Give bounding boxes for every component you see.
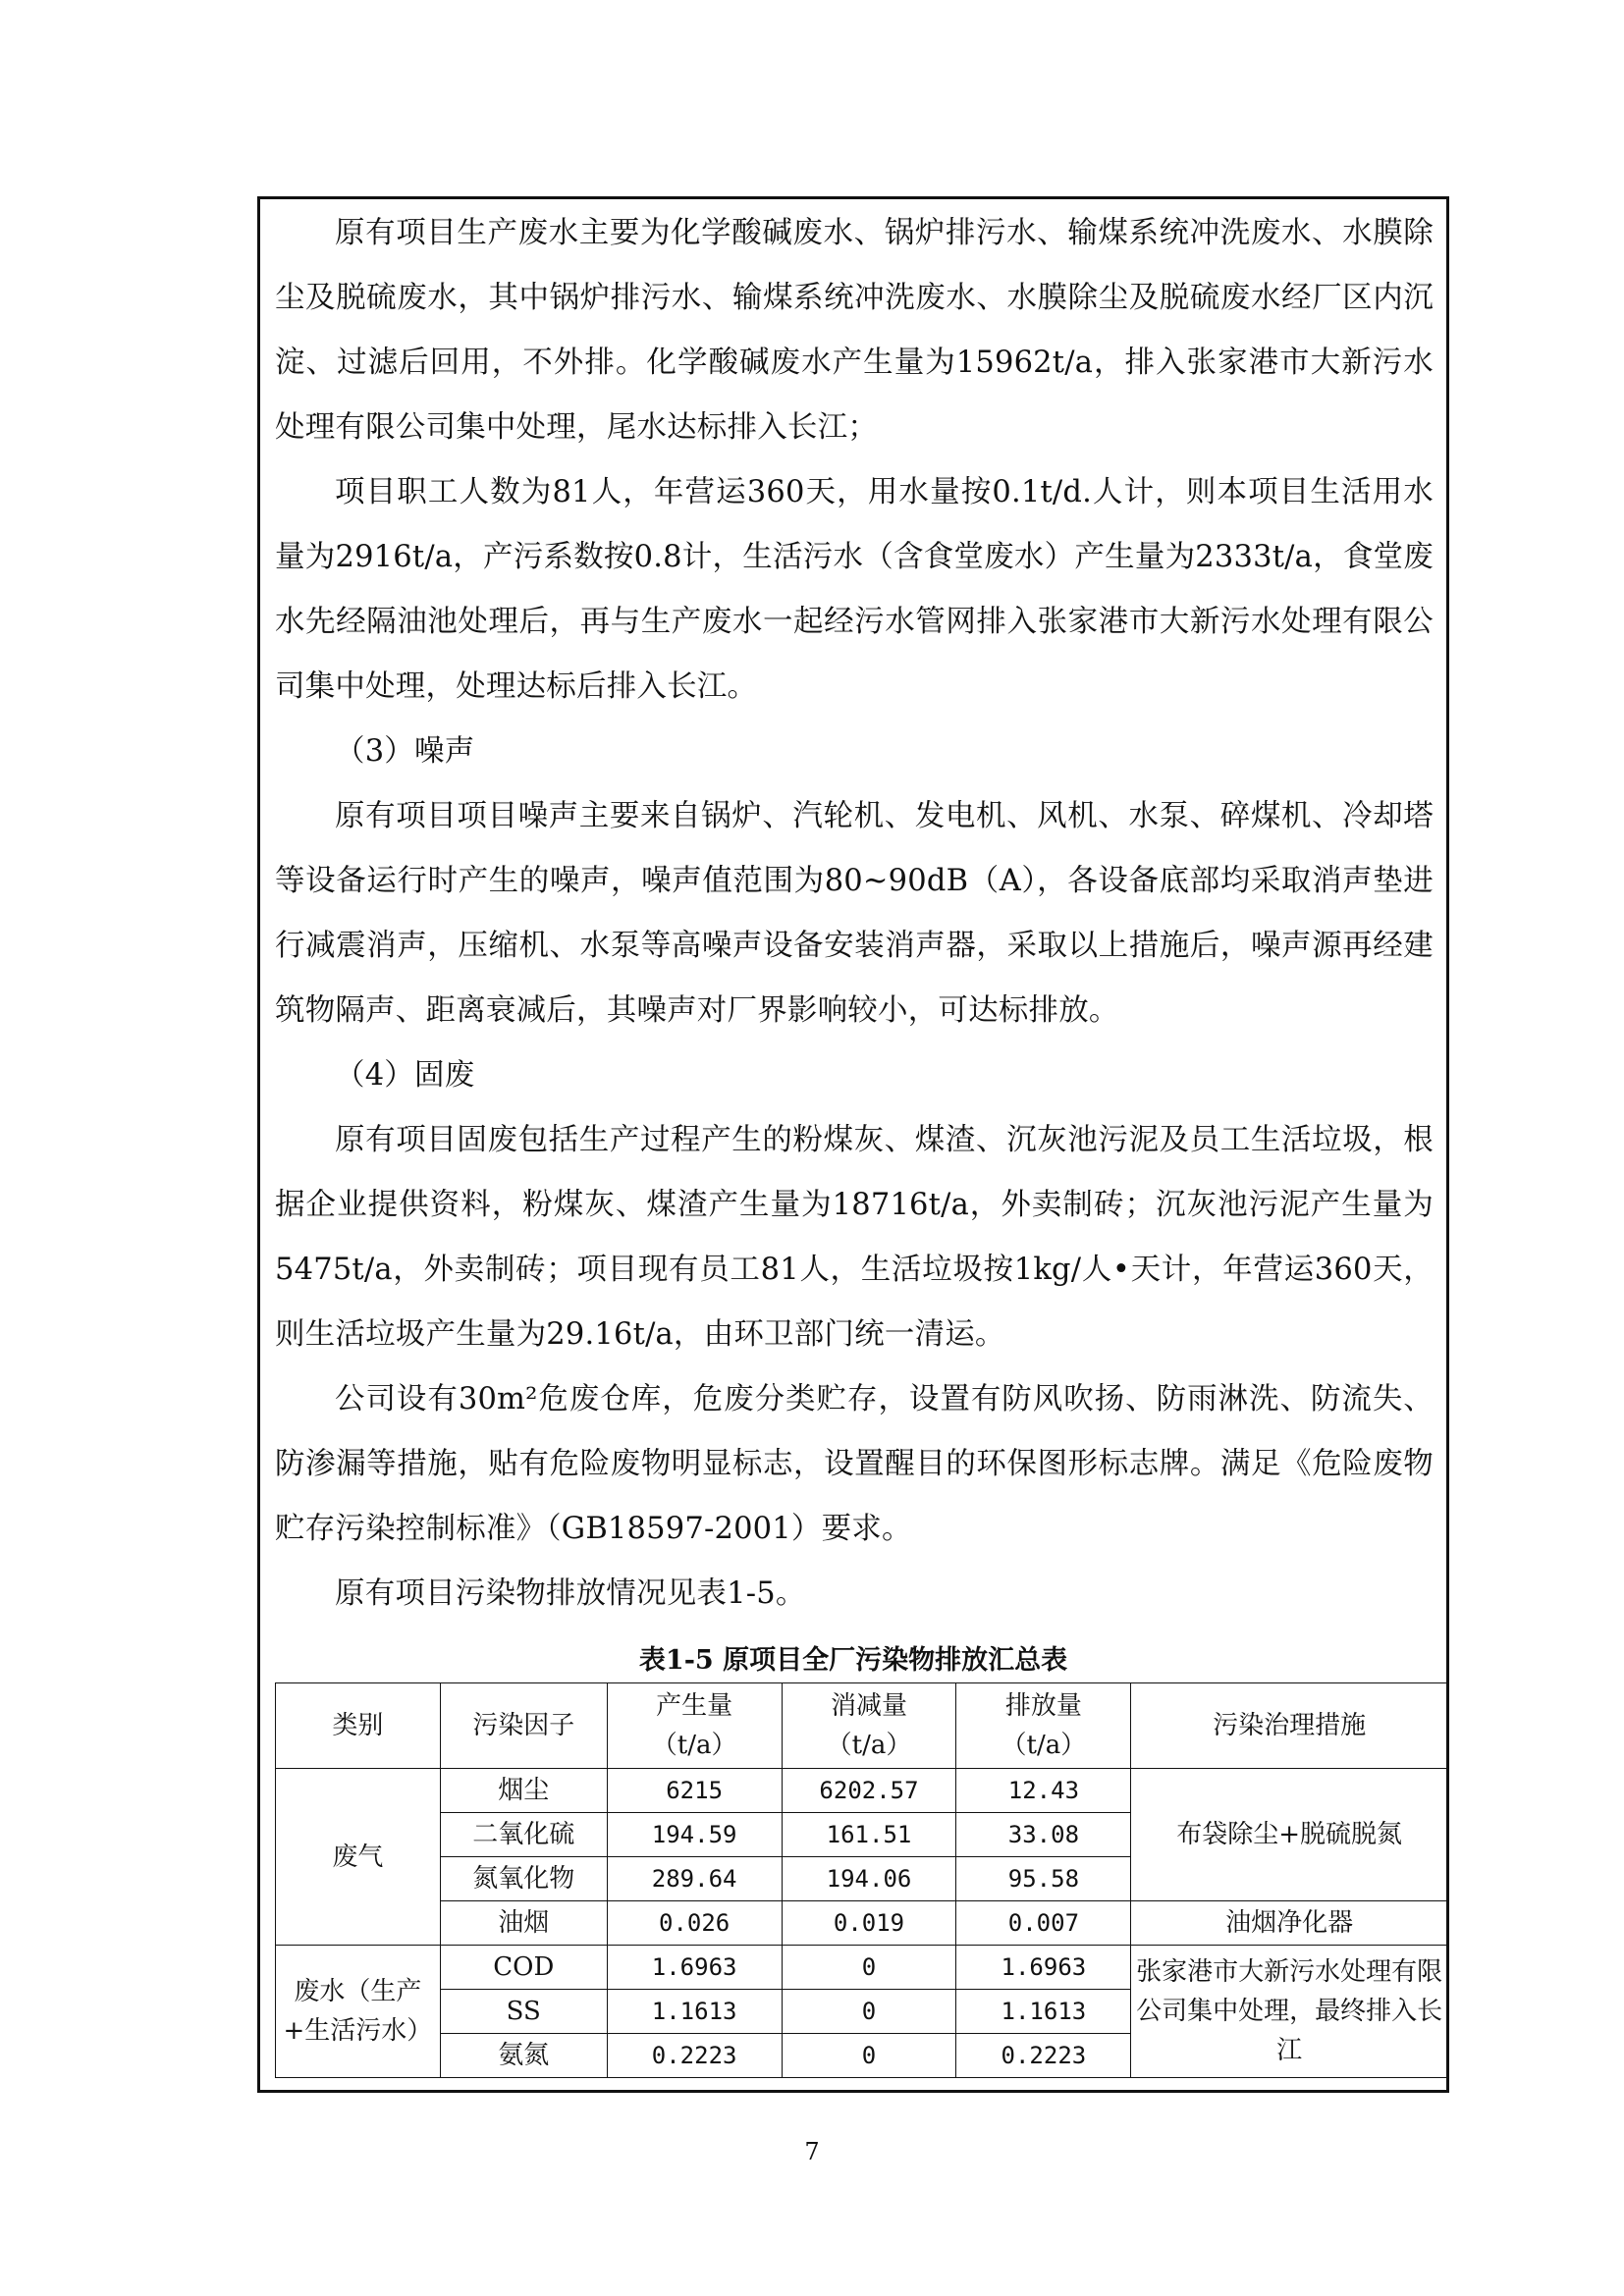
header-measures: 污染治理措施 [1131,1683,1448,1769]
reduced-cell: 0 [782,1990,956,2034]
pollutant-summary-table [275,1682,1448,2078]
measure-gas: 布袋除尘+脱硫脱氮 [1131,1769,1448,1901]
reduced-cell: 161.51 [782,1813,956,1857]
category-water: 废水（生产+生活污水） [276,1946,441,2078]
measure-water: 张家港市大新污水处理有限公司集中处理，最终排入长江 [1131,1946,1448,2078]
discharged-cell: 12.43 [956,1769,1131,1813]
header-produced: 产生量 （t/a） [607,1683,782,1769]
measure-oil-fume: 油烟净化器 [1131,1901,1448,1946]
table-header-row [276,1683,1448,1769]
produced-cell: 1.1613 [607,1990,782,2034]
page-number: 7 [804,2138,820,2165]
factor-cell: 二氧化硫 [440,1813,607,1857]
discharged-cell: 0.2223 [956,2034,1131,2078]
produced-cell: 0.026 [607,1901,782,1946]
table-row [276,1901,1448,1946]
factor-cell: 烟尘 [440,1769,607,1813]
factor-cell: 氨氮 [440,2034,607,2078]
discharged-cell: 0.007 [956,1901,1131,1946]
paragraph-table-reference: 原有项目污染物排放情况见表1-5。 [335,1576,806,1611]
table-caption: 表1-5 原项目全厂污染物排放汇总表 [638,1645,1068,1676]
reduced-cell: 0 [782,1946,956,1990]
produced-cell: 289.64 [607,1857,782,1901]
discharged-cell: 33.08 [956,1813,1131,1857]
reduced-cell: 194.06 [782,1857,956,1901]
header-factor: 污染因子 [440,1683,607,1769]
header-reduced: 消减量 （t/a） [782,1683,956,1769]
heading-noise: （3）噪声 [335,734,475,769]
factor-cell: COD [440,1946,607,1990]
category-gas: 废气 [276,1769,441,1946]
table-row [276,1769,1448,1813]
discharged-cell: 1.6963 [956,1946,1131,1990]
factor-cell: 氮氧化物 [440,1857,607,1901]
paragraph-hazardous-storage: 公司设有30m²危废仓库，危废分类贮存，设置有防风吹扬、防雨淋洗、防流失、防渗漏等措施，贴有危险废物明显标志，设置醒目的环保图形标志牌。满足《危险废物贮存污染控制标准》（GB18597-2001）要求。 [275,1382,1434,1546]
paragraph-noise: 原有项目项目噪声主要来自锅炉、汽轮机、发电机、风机、水泵、碎煤机、冷却塔等设备运行时产生的噪声，噪声值范围为80~90dB（A），各设备底部均采取消声垫进行减震消声，压缩机、水泵等高噪声设备安装消声器，采取以上措施后，噪声源再经建筑物隔声、距离衰减后，其噪声对厂界影响较小，可达标排放。 [275,799,1434,1028]
table-row [276,1946,1448,1990]
produced-cell: 6215 [607,1769,782,1813]
discharged-cell: 95.58 [956,1857,1131,1901]
header-category: 类别 [276,1683,441,1769]
factor-cell: 油烟 [440,1901,607,1946]
reduced-cell: 0 [782,2034,956,2078]
heading-solid-waste: （4）固废 [335,1058,475,1093]
produced-cell: 0.2223 [607,2034,782,2078]
factor-cell: SS [440,1990,607,2034]
reduced-cell: 6202.57 [782,1769,956,1813]
produced-cell: 194.59 [607,1813,782,1857]
body-text [275,201,1434,1627]
paragraph-domestic-water: 项目职工人数为81人，年营运360天，用水量按0.1t/d.人计，则本项目生活用水量为2916t/a，产污系数按0.8计，生活污水（含食堂废水）产生量为2333t/a，食堂废水先经隔油池处理后，再与生产废水一起经污水管网排入张家港市大新污水处理有限公司集中处理，处理达标后排入长江。 [275,475,1434,704]
reduced-cell: 0.019 [782,1901,956,1946]
discharged-cell: 1.1613 [956,1990,1131,2034]
paragraph-solid-waste: 原有项目固废包括生产过程产生的粉煤灰、煤渣、沉灰池污泥及员工生活垃圾，根据企业提供资料，粉煤灰、煤渣产生量为18716t/a，外卖制砖；沉灰池污泥产生量为5475t/a，外卖制砖；项目现有员工81人，生活垃圾按1kg/人•天计，年营运360天，则生活垃圾产生量为29.16t/a，由环卫部门统一清运。 [275,1123,1434,1352]
produced-cell: 1.6963 [607,1946,782,1990]
paragraph-wastewater: 原有项目生产废水主要为化学酸碱废水、锅炉排污水、输煤系统冲洗废水、水膜除尘及脱硫废水，其中锅炉排污水、输煤系统冲洗废水、水膜除尘及脱硫废水经厂区内沉淀、过滤后回用，不外排。化学酸碱废水产生量为15962t/a，排入张家港市大新污水处理有限公司集中处理，尾水达标排入长江； [275,216,1434,445]
header-discharged: 排放量 （t/a） [956,1683,1131,1769]
